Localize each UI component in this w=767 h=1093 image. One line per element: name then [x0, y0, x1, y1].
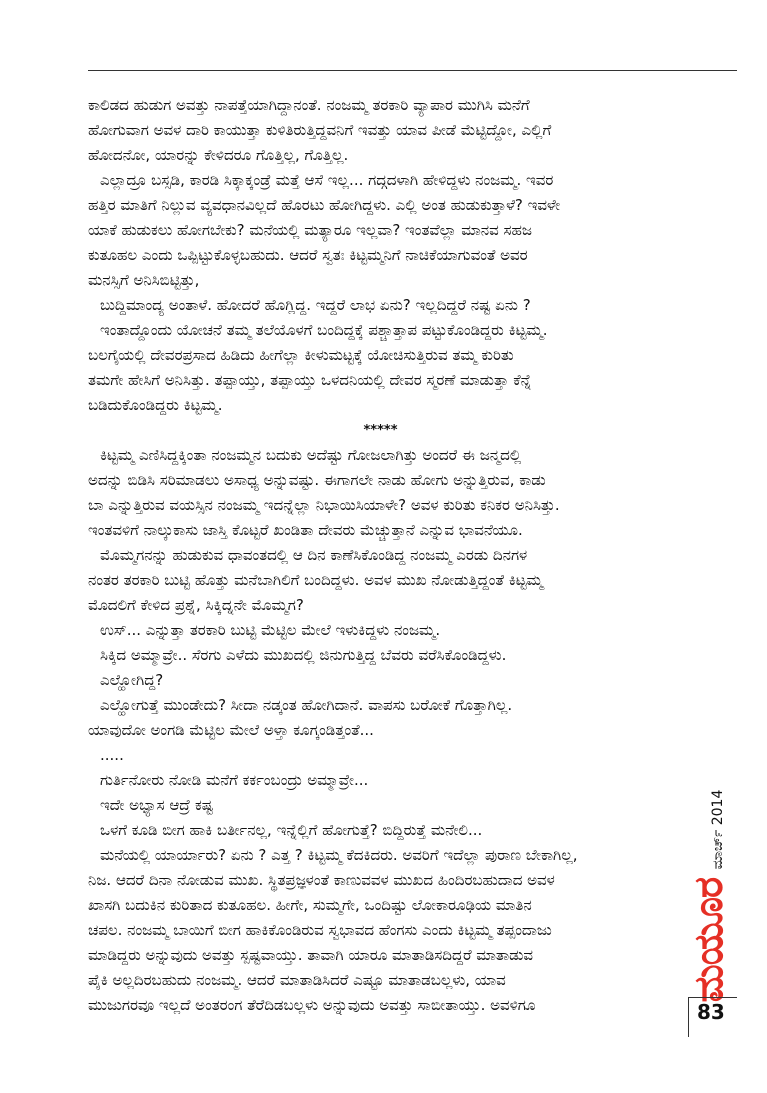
- page-number: 83: [697, 1000, 725, 1024]
- text-line: ಒಳಗೆ ಕೂಡಿ ಬೀಗ ಹಾಕಿ ಬರ್ತೀನಲ್ಲ, ಇನ್ನೆಲ್ಲಿಗೆ ಹೋಗುತ್ತೆ? ಬಿದ್ದಿರುತ್ತೆ ಮನೇಲಿ...: [100, 821, 483, 839]
- text-line: ಮೊಮ್ಮಗನನ್ನು ಹುಡುಕುವ ಧಾವಂತದಲ್ಲಿ ಆ ದಿನ ಕಾಣೆಸಿಕೊಂಡಿದ್ದ ನಂಜಮ್ಮ ಎರಡು ದಿನಗಳ: [100, 546, 528, 564]
- text-line: ಮಾಡಿದ್ದರು ಅನ್ನುವುದು ಅವತ್ತು ಸ್ಪಷ್ಟವಾಯ್ತು. ತಾವಾಗಿ ಯಾರೂ ಮಾತಾಡಿಸದಿದ್ದರೆ ಮಾತಾಡುವ: [88, 946, 534, 964]
- text-line: ಯಾವುದೋ ಅಂಗಡಿ ಮೆಟ್ಟಿಲ ಮೇಲೆ ಅಳ್ತಾ ಕೂಗ್ಕಂಡಿತ್ತಂತೆ...: [88, 721, 374, 739]
- text-line: ಇದೇ ಅಭ್ಯಾಸ ಆದ್ರೆ ಕಷ್ಟ: [100, 796, 214, 814]
- text-line: ಎಲ್ಹೋಗುತ್ತೆ ಮುಂಡೇದು? ಸೀದಾ ನಡ್ಕಂತ ಹೋಗಿದಾನೆ. ವಾಪಸು ಬರೋಕೆ ಗೊತ್ತಾಗಿಲ್ಲ.: [100, 696, 513, 714]
- issue-date: ಮಾರ್ಚ್ 2014: [710, 789, 726, 870]
- text-line: ಮೊದಲಿಗೆ ಕೇಳಿದ ಪ್ರಶ್ನೆ, ಸಿಕ್ಕಿದ್ನನೇ ಮೊಮ್ಮಗ?: [88, 596, 304, 614]
- page-number-divider: [688, 997, 689, 1037]
- text-line: ಇಂತವಳಿಗೆ ನಾಲ್ಕುಕಾಸು ಜಾಸ್ತಿ ಕೊಟ್ಟರೆ ಖಂಡಿತಾ ದೇವರು ಮೆಚ್ಚುತ್ತಾನೆ ಎನ್ನುವ ಭಾವನೆಯೂ.: [88, 521, 523, 539]
- text-line: ಹೋದನೋ, ಯಾರನ್ನು ಕೇಳಿದರೂ ಗೊತ್ತಿಲ್ಲ, ಗೊತ್ತಿಲ್ಲ.: [88, 146, 349, 164]
- article-body: [88, 93, 673, 1018]
- text-line: ಇಂತಾದ್ದೊಂದು ಯೋಚನೆ ತಮ್ಮ ತಲೆಯೊಳಗೆ ಬಂದಿದ್ದಕ್ಕೆ ಪಶ್ಚಾತ್ತಾಪ ಪಟ್ಟುಕೊಂಡಿದ್ದರು ಕಿಟ್ಟಮ್ಮ.: [100, 321, 548, 339]
- text-line: ಅದನ್ನು ಬಿಡಿಸಿ ಸರಿಮಾಡಲು ಅಸಾಧ್ಯ ಅನ್ನುವಷ್ಟು. ಈಗಾಗಲೇ ನಾಡು ಹೋಗು ಅನ್ನುತ್ತಿರುವ, ಕಾಡು: [88, 471, 546, 489]
- text-line: ಮನಸ್ಸಿಗೆ ಅನಿಸಿಬಿಟ್ಟಿತ್ತು,: [88, 271, 200, 289]
- magazine-sidebar: [686, 789, 732, 1003]
- text-line: ಉಸ್... ಎನ್ನುತ್ತಾ ತರಕಾರಿ ಬುಟ್ಟಿ ಮೆಟ್ಟಿಲ ಮೇಲೆ ಇಳುಕಿದ್ದಳು ನಂಜಮ್ಮ.: [100, 621, 441, 639]
- text-line: ಸಿಕ್ಕಿದ ಅಮ್ಮಾವ್ರೇ.. ಸೆರಗು ಎಳೆದು ಮುಖದಲ್ಲಿ ಜಿನುಗುತ್ತಿದ್ದ ಬೆವರು ವರೆಸಿಕೊಂಡಿದ್ದಳು.: [100, 646, 507, 664]
- text-line: ಮನೆಯಲ್ಲಿ ಯಾರ್ಯಾರು? ಏನು ? ಎತ್ತ ? ಕಿಟ್ಟಮ್ಮ ಕೆದಕಿದರು. ಅವರಿಗೆ ಇದೆಲ್ಲಾ ಪುರಾಣ ಬೇಕಾಗಿಲ್ಲ,: [100, 846, 578, 864]
- text-line: ಕುತೂಹಲ ಎಂದು ಒಪ್ಪಿಟ್ಟುಕೊಳ್ಳಬಹುದು. ಆದರೆ ಸ್ವತಃ ಕಿಟ್ಟಮ್ಮನಿಗೆ ನಾಚಿಕೆಯಾಗುವಂತೆ ಅವರ: [88, 246, 528, 264]
- text-line: ಬಾ ಎನ್ನುತ್ತಿರುವ ವಯಸ್ಸಿನ ನಂಜಮ್ಮ ಇದನ್ನೆಲ್ಲಾ ನಿಭಾಯಿಸಿಯಾಳೇ? ಅವಳ ಕುರಿತು ಕನಿಕರ ಅನಿಸಿತ್ತು.: [88, 496, 560, 514]
- text-line: ಕಿಟ್ಟಮ್ಮ ಎಣಿಸಿದ್ದಕ್ಕಿಂತಾ ನಂಜಮ್ಮನ ಬದುಕು ಅದೆಷ್ಟು ಗೋಜಲಾಗಿತ್ತು ಅಂದರೆ ಈ ಜನ್ಮದಲ್ಲಿ: [100, 446, 522, 464]
- text-line: ತಮಗೇ ಹೇಸಿಗೆ ಅನಿಸಿತ್ತು. ತಪ್ಪಾಯ್ತು, ತಪ್ಪಾಯ್ತು ಒಳದನಿಯಲ್ಲಿ ದೇವರ ಸ್ಮರಣೆ ಮಾಡುತ್ತಾ ಕೆನ್ನೆ: [88, 371, 532, 389]
- text-line: .....: [100, 746, 124, 764]
- text-line: ಬಲಗೈಯಲ್ಲಿ ದೇವರಪ್ರಸಾದ ಹಿಡಿದು ಹೀಗೆಲ್ಲಾ ಕೀಳುಮಟ್ಟಕ್ಕೆ ಯೋಚಿಸುತ್ತಿರುವ ತಮ್ಮ ಕುರಿತು: [88, 346, 514, 364]
- text-line: ಹತ್ತಿರ ಮಾತಿಗೆ ನಿಲ್ಲುವ ವ್ಯವಧಾನವಿಲ್ಲದೆ ಹೊರಟು ಹೋಗಿದ್ದಳು. ಎಲ್ಲಿ ಅಂತ ಹುಡುಕುತ್ತಾಳೆ? ಇವಳೇ: [88, 196, 561, 214]
- text-line: ಯಾಕೆ ಹುಡುಕಲು ಹೋಗಬೇಕು? ಮನೆಯಲ್ಲಿ ಮತ್ಯಾರೂ ಇಲ್ಲವಾ? ಇಂತವೆಲ್ಲಾ ಮಾನವ ಸಹಜ: [88, 221, 532, 239]
- text-line: ನಿಜ. ಆದರೆ ದಿನಾ ನೋಡುವ ಮುಖ. ಸ್ಥಿತಪ್ರಜ್ಞಳಂತೆ ಕಾಣುವವಳ ಮುಖದ ಹಿಂದಿರಬಹುದಾದ ಅವಳ: [88, 871, 555, 889]
- sidebar-rotated-label: [686, 790, 732, 1003]
- text-line: ಪೈಕಿ ಅಲ್ಲದಿರಬಹುದು ನಂಜಮ್ಮ. ಆದರೆ ಮಾತಾಡಿಸಿದರೆ ಎಷ್ಟೂ ಮಾತಾಡಬಲ್ಲಳು, ಯಾವ: [88, 971, 506, 989]
- magazine-logo: ಮಯೂರ: [686, 877, 732, 1003]
- text-line: ಬಡಿದುಕೊಂಡಿದ್ದರು ಕಿಟ್ಟಮ್ಮ.: [88, 396, 223, 414]
- header-rule: [88, 70, 737, 71]
- page-number-rule: [688, 997, 737, 998]
- text-line: ಎಲ್ಲಾದ್ರೂ ಬಸ್ಸಡಿ, ಕಾರಡಿ ಸಿಕ್ಕಾಕ್ಕಂಡ್ರೆ ಮತ್ತೆ ಆಸೆ ಇಲ್ಲ... ಗದ್ಗದಳಾಗಿ ಹೇಳಿದ್ದಳು ನಂಜಮ್ಮ. ಇವರ: [100, 171, 554, 189]
- text-line: ಚಪಲ. ನಂಜಮ್ಮ ಬಾಯಿಗೆ ಬೀಗ ಹಾಕಿಕೊಂಡಿರುವ ಸ್ವಭಾವದ ಹೆಂಗಸು ಎಂದು ಕಿಟ್ಟಮ್ಮ ತಪ್ಪಂದಾಜು: [88, 921, 552, 939]
- text-line: ಕಾಲಿಡದ ಹುಡುಗ ಅವತ್ತು ನಾಪತ್ತೆಯಾಗಿದ್ದಾನಂತೆ. ನಂಜಮ್ಮ ತರಕಾರಿ ವ್ಯಾಪಾರ ಮುಗಿಸಿ ಮನೆಗೆ: [88, 96, 530, 114]
- text-line: ಮುಜುಗರವೂ ಇಲ್ಲದೆ ಅಂತರಂಗ ತೆರೆದಿಡಬಲ್ಲಳು ಅನ್ನುವುದು ಅವತ್ತು ಸಾಬೀತಾಯ್ತು. ಅವಳಿಗೂ: [88, 996, 536, 1014]
- text-line: ಎಲ್ಹೋಗಿದ್ದ?: [100, 671, 164, 689]
- text-line: ಬುದ್ದಿಮಾಂದ್ಯ ಅಂತಾಳೆ. ಹೋದರೆ ಹೊಗ್ಲಿದ್ದ. ಇದ್ದರೆ ಲಾಭ ಏನು? ಇಲ್ಲದಿದ್ದರೆ ನಷ್ಟ ಏನು ?: [100, 296, 531, 314]
- text-line: ಗುರ್ತಿನೋರು ನೋಡಿ ಮನೆಗೆ ಕರ್ಕಂಬಂದ್ರು ಅಮ್ಮಾವ್ರೇ...: [100, 771, 369, 789]
- text-line: ಹೋಗುವಾಗ ಅವಳ ದಾರಿ ಕಾಯುತ್ತಾ ಕುಳಿತಿರುತ್ತಿದ್ದವನಿಗೆ ಇವತ್ತು ಯಾವ ಪೀಡೆ ಮೆಟ್ಟಿದ್ದೋ, ಎಲ್ಲಿಗೆ: [88, 121, 552, 139]
- section-separator: *****: [363, 423, 398, 438]
- text-line: ಖಾಸಗಿ ಬದುಕಿನ ಕುರಿತಾದ ಕುತೂಹಲ. ಹೀಗೇ, ಸುಮ್ಮಗೇ, ಒಂದಿಷ್ಟು ಲೋಕಾರೂಢಿಯ ಮಾತಿನ: [88, 896, 532, 914]
- text-line: ನಂತರ ತರಕಾರಿ ಬುಟ್ಟಿ ಹೊತ್ತು ಮನೆಬಾಗಿಲಿಗೆ ಬಂದಿದ್ದಳು. ಅವಳ ಮುಖ ನೋಡುತ್ತಿದ್ದಂತೆ ಕಿಟ್ಟಮ್ಮ: [88, 571, 543, 589]
